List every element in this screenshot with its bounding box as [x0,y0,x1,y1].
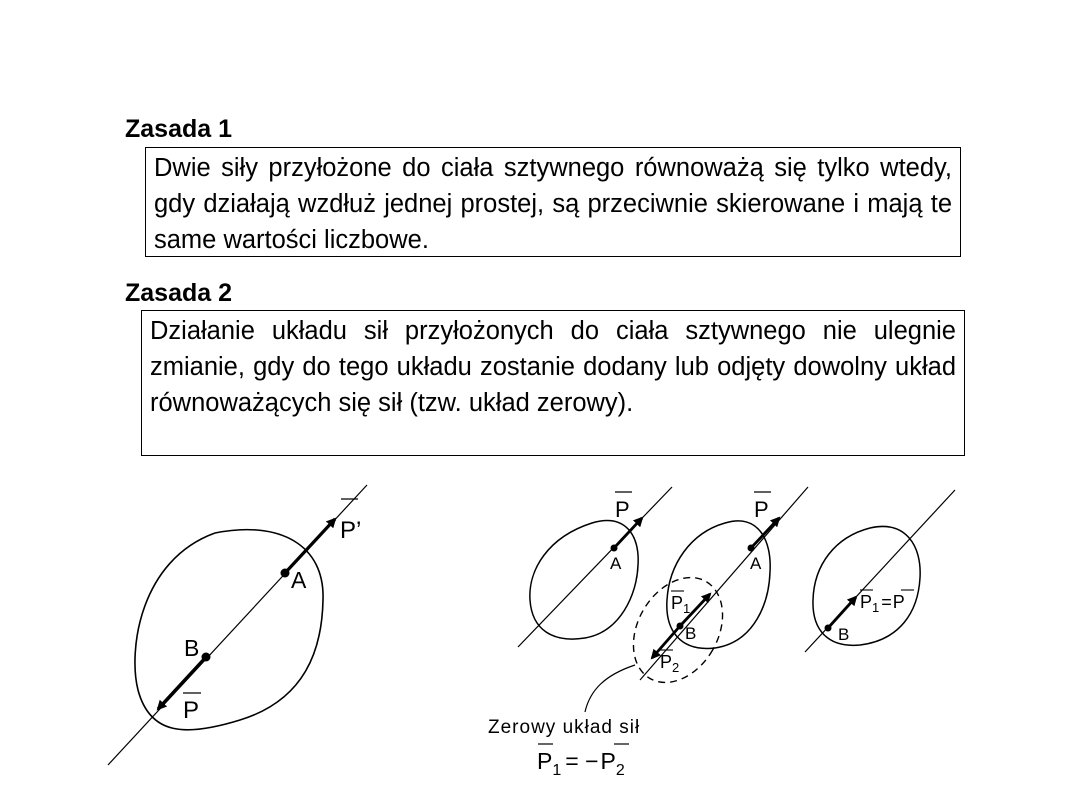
figure1-point-b [202,653,211,662]
figure2-left-point-a [611,545,618,552]
figure2-label-p1: $P_1$ [671,593,691,616]
figure2-middle-arrow-p [751,518,779,548]
figure1-label-a: A [291,567,307,593]
figure1-point-a [281,569,290,578]
figure2-middle-point-a [748,545,755,552]
figure2-label-b-right: B [838,625,850,644]
rule1-text: Dwie siły przyłożone do ciała sztywnego równoważą się tylko wtedy, gdy działają wzdłuż jednej prostej, są przeciwnie skierowane i mają te same wartości liczbowe. [154,154,952,254]
figure1-label-p-prime: P’ [340,517,362,544]
figure2-zero-system-caption: Zerowy układ sił [488,717,641,738]
figure2-right-equation: $P_1 =P$ [860,592,905,615]
figure2-right-body [805,490,955,652]
figure2-label-a-left: A [610,554,622,573]
rule2-text: Działanie układu sił przyłożonych do ciała sztywnego nie ulegnie zmianie, gdy do tego układu zostanie dodany lub odjęty dowolny układ równoważących się sił (tzw. układ zerowy). [150,317,956,417]
figure2-equation [537,744,629,779]
figure2-right-point-b [825,625,832,632]
figure2-label-p-left: P [615,497,630,522]
figure2-right-arrow-p1 [828,597,856,628]
figure1-label-b: B [184,635,200,661]
figure1-body-outline [135,530,323,730]
force-diagrams [0,470,1080,810]
figure1-rigid-body [108,485,367,765]
figure1-label-p: P [183,697,200,724]
figure2-label-a-mid: A [750,554,762,573]
figure2-middle-outline [667,521,770,649]
figure2-label-b-mid: B [685,624,697,643]
figure2-label-p-mid: P [754,497,769,522]
figure2-middle-body [488,487,808,779]
figure1-arrow-p-prime [285,519,335,573]
figure2-left-body [518,487,672,647]
rule2-box [141,310,965,456]
rule1-title: Zasada 1 [125,115,233,143]
figure2-equation-text: $P_1 = -P_2$ [537,748,625,779]
figure2-label-p2: $P_2$ [660,652,680,675]
figure2-left-line [518,487,672,647]
rule2-title: Zasada 2 [125,279,233,307]
figure2-middle-point-b [677,623,684,630]
rule1-box [145,147,961,257]
figure2-caption-leader [585,665,635,712]
